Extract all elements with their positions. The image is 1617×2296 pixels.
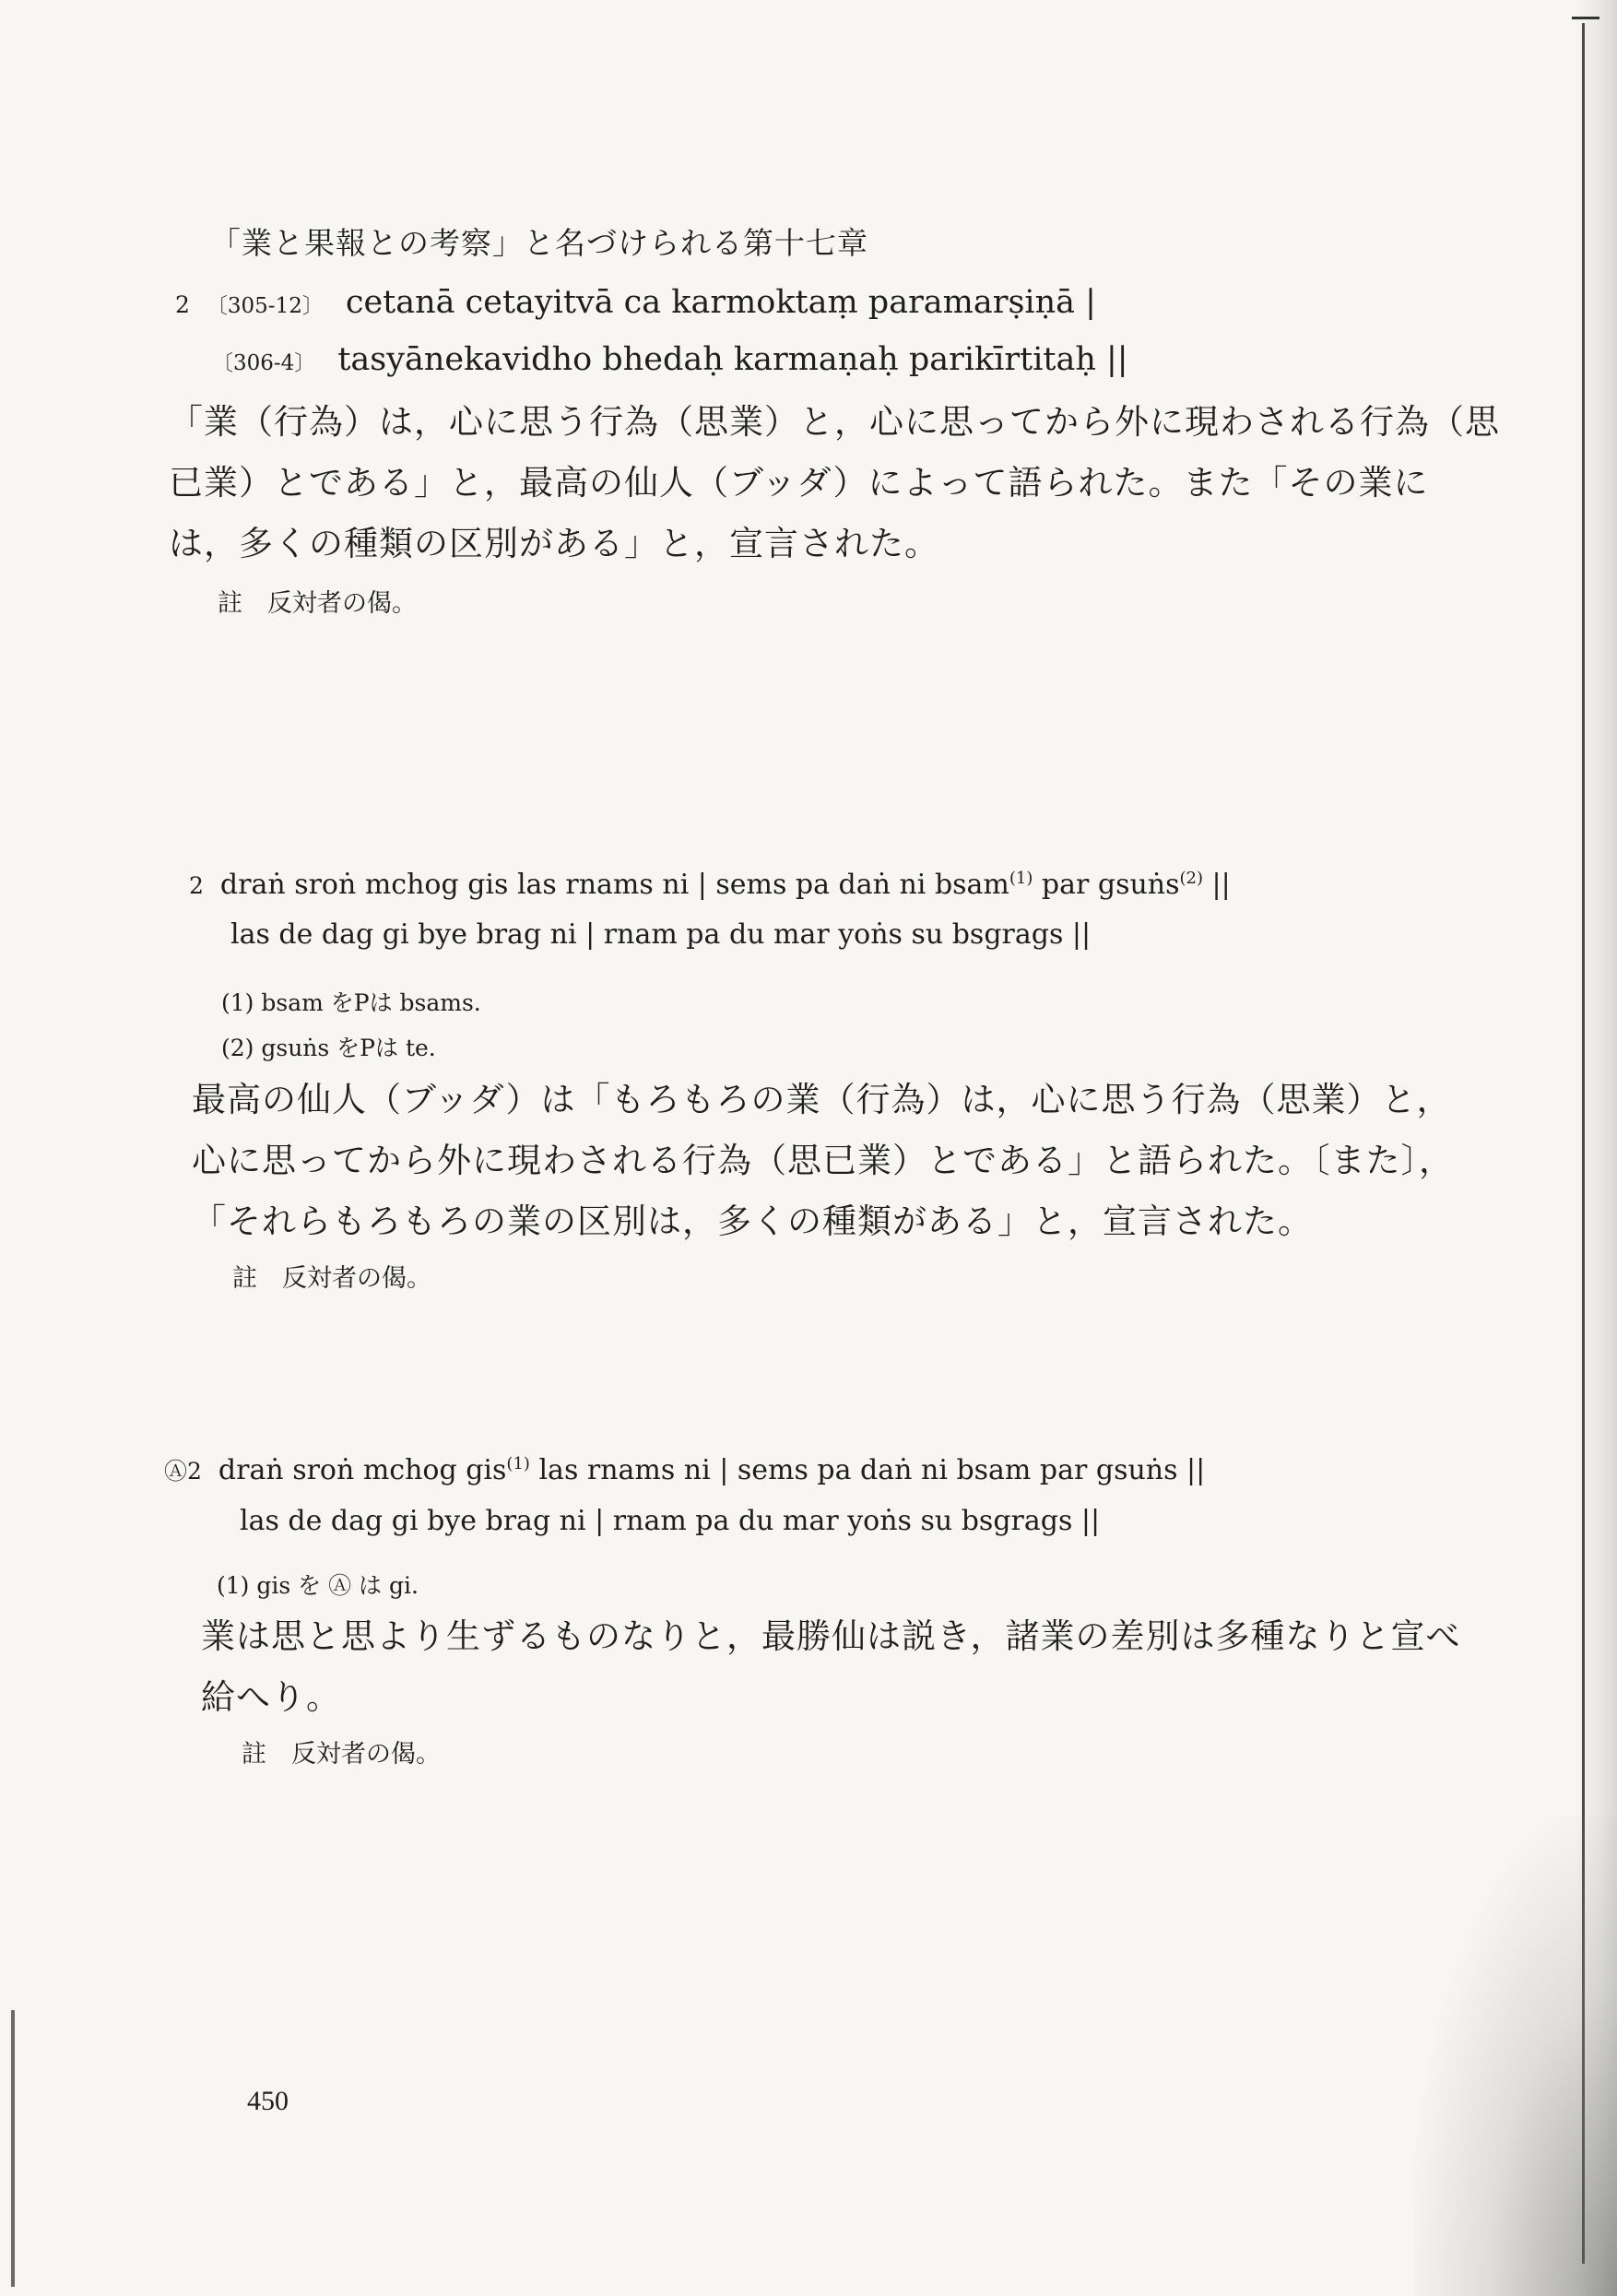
translation-line: 「業（行為）は，心に思う行為（思業）と，心に思ってから外に現わされる行為（思 [169, 402, 1500, 442]
sanskrit-text: tasyānekavidho bhedaḥ karmaṇaḥ parikīrtitaḥ || [337, 341, 1128, 378]
footnote-marker: (2) [1179, 869, 1204, 888]
footnote: (1) bsam をPは bsams. [221, 989, 481, 1016]
translation-line: 心に思ってから外に現わされる行為（思已業）とである」と語られた。〔また〕， [192, 1141, 1454, 1180]
chapter-heading: 「業と果報との考察」と名づけられる第十七章 [210, 225, 868, 261]
tibetan-line-1 [189, 869, 1231, 901]
verse-ref: 〔306-4〕 [212, 351, 316, 375]
note: 註 反対者の偈。 [218, 589, 417, 618]
sanskrit-text: cetanā cetayitvā ca karmoktaṃ paramarṣiṇā | [345, 284, 1096, 321]
verse-number: 2 [175, 291, 190, 318]
sanskrit-line-2 [212, 341, 1128, 378]
verse-number: Ⓐ2 [164, 1458, 202, 1485]
classical-translation [201, 1606, 1461, 1728]
translation-line: 「それらもろもろの業の区別は，多くの種類がある」と，宣言された。 [192, 1201, 1313, 1241]
corner-mark [1572, 17, 1599, 19]
note: 註 反対者の偈。 [232, 1264, 431, 1293]
footnote: (1) gis を Ⓐ は gi. [217, 1572, 419, 1599]
tibetan-text: par gsuṅs [1033, 869, 1180, 901]
note: 註 反対者の偈。 [242, 1740, 441, 1769]
tibetan-text: draṅ sroṅ mchog gis [218, 1454, 507, 1486]
sanskrit-line-1 [175, 284, 1096, 321]
tibetan-translation [192, 1070, 1454, 1252]
translation-line: 已業）とである」と，最高の仙人（ブッダ）によって語られた。また「その業に [169, 463, 1429, 503]
tibetan-text: || [1203, 869, 1231, 901]
footnote-marker: (1) [506, 1454, 530, 1473]
tibetan-a-line-1 [164, 1453, 1205, 1486]
translation-line: 最高の仙人（ブッダ）は「もろもろの業（行為）は，心に思う行為（思業）と， [192, 1080, 1452, 1119]
scan-shading [1414, 1817, 1617, 2296]
footnote: (2) gsuṅs をPは te. [221, 1035, 436, 1061]
verse-ref: 〔305-12〕 [206, 294, 324, 318]
tibetan-text: las rnams ni | sems pa daṅ ni bsam par gsuṅs || [529, 1454, 1206, 1486]
tibetan-line-2: las de dag gi bye brag ni | rnam pa du mar yoṅs su bsgrags || [230, 918, 1092, 951]
translation-line: 業は思と思より生ずるものなりと，最勝仙は説き，諸業の差別は多種なりと宣べ [201, 1616, 1461, 1656]
verse-number: 2 [189, 872, 204, 899]
footnote-marker: (1) [1009, 869, 1033, 888]
tibetan-a-line-2: las de dag gi bye brag ni | rnam pa du mar yoṅs su bsgrags || [240, 1505, 1101, 1537]
tibetan-text: draṅ sroṅ mchog gis las rnams ni | sems pa daṅ ni bsam [219, 869, 1009, 901]
page-edge-line-left [11, 2010, 15, 2287]
page-number: 450 [247, 2086, 289, 2116]
translation-line: 給へり。 [201, 1677, 341, 1717]
translation-line: は，多くの種類の区別がある」と，宣言された。 [169, 524, 939, 563]
sanskrit-translation [169, 392, 1500, 574]
